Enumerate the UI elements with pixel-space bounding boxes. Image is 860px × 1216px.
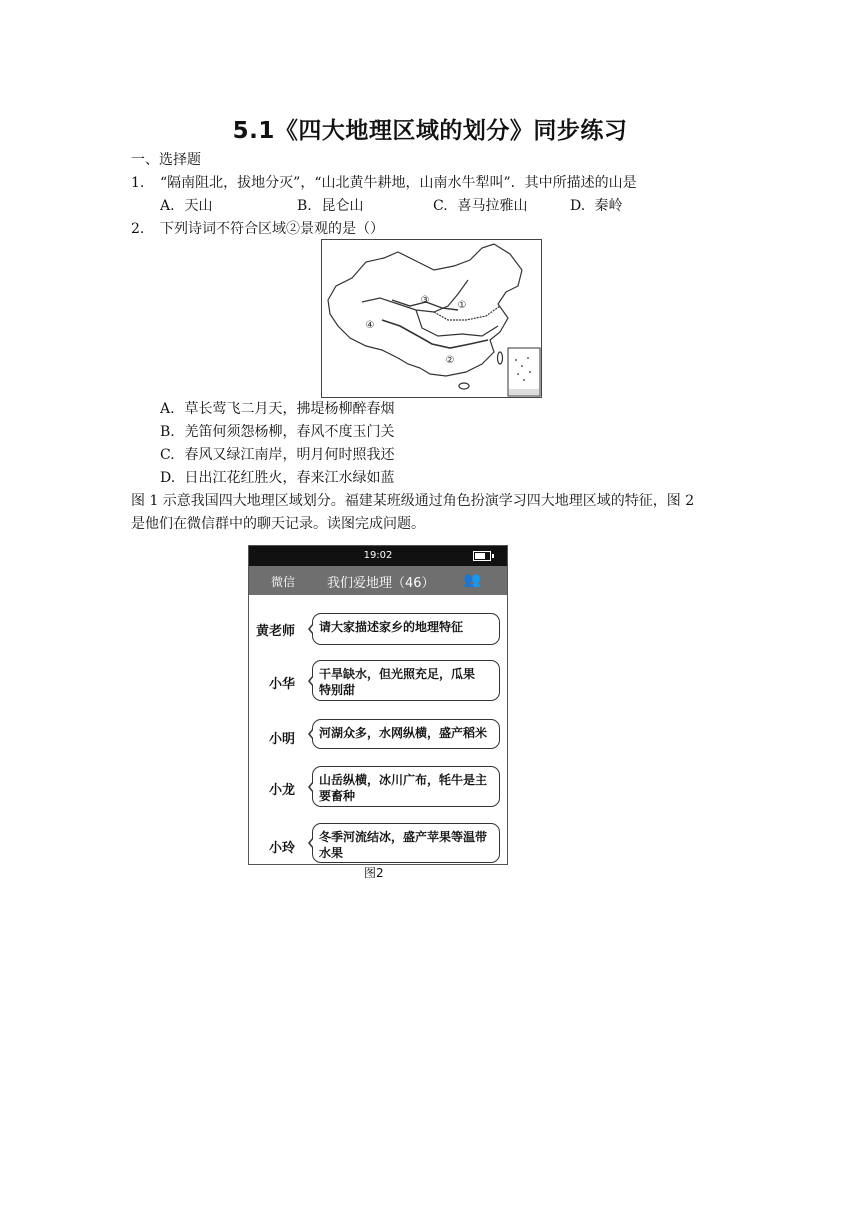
intro-line-2: 是他们在微信群中的聊天记录。读图完成问题。	[131, 516, 425, 532]
group-title: 我们爱地理（46）	[327, 576, 435, 591]
page-title: 5.1《四大地理区域的划分》同步练习	[232, 118, 628, 144]
sender-name: 小龙	[268, 783, 295, 798]
message-bubble: 河湖众多，水网纵横，盛产稻米	[312, 719, 500, 749]
question-1-option-b: B. 昆仑山	[297, 198, 364, 214]
chat-nav-bar	[249, 566, 507, 595]
question-1-number: 1.	[131, 175, 145, 191]
message-bubble: 请大家描述家乡的地理特征	[312, 613, 500, 645]
question-2-option-a: A. 草长莺飞二月天，拂堤杨柳醉春烟	[160, 401, 395, 417]
message-bubble: 山岳纵横，冰川广布，牦牛是主 要畜种	[312, 766, 500, 807]
sender-name: 小玲	[268, 841, 295, 856]
battery-icon	[473, 551, 491, 561]
sender-name: 小华	[268, 677, 295, 692]
intro-line-1: 图 1 示意我国四大地理区域划分。福建某班级通过角色扮演学习四大地理区域的特征，图 2	[131, 493, 695, 509]
message-bubble: 冬季河流结冰，盛产苹果等温带 水果	[312, 823, 500, 863]
map-label-region-1: ①	[457, 300, 467, 311]
map-label-region-3: ③	[420, 295, 430, 306]
sender-name: 黄老师	[255, 624, 295, 639]
section-heading: 一、选择题	[131, 152, 201, 168]
question-2-option-b: B. 羌笛何须怨杨柳，春风不度玉门关	[160, 424, 395, 440]
status-time: 19:02	[363, 550, 393, 561]
figure-2-caption: 图2	[364, 866, 384, 880]
wechat-chat-figure	[248, 545, 508, 865]
question-2-option-c: C. 春风又绿江南岸，明月何时照我还	[160, 447, 395, 463]
phone-status-bar	[249, 546, 507, 566]
message-bubble: 干旱缺水，但光照充足，瓜果 特别甜	[312, 660, 500, 701]
map-label-region-4: ④	[365, 320, 375, 331]
question-1-option-d: D. 秦岭	[570, 198, 623, 214]
question-2-text: 下列诗词不符合区域②景观的是（）	[160, 221, 384, 237]
question-1-text: “隔南阻北，拔地分灭”，“山北黄牛耕地，山南水牛犁叫”．其中所描述的山是	[160, 175, 637, 191]
question-1-option-a: A. 天山	[160, 198, 213, 214]
china-regions-map	[321, 239, 542, 398]
back-to-wechat-label: 微信	[271, 575, 296, 589]
question-2-number: 2.	[131, 221, 145, 237]
question-2-option-d: D. 日出江花红胜火，春来江水绿如蓝	[160, 470, 395, 486]
question-1-option-c: C. 喜马拉雅山	[433, 198, 528, 214]
map-label-region-2: ②	[445, 355, 455, 366]
sender-name: 小明	[268, 732, 295, 747]
people-icon: 👥	[463, 572, 481, 588]
